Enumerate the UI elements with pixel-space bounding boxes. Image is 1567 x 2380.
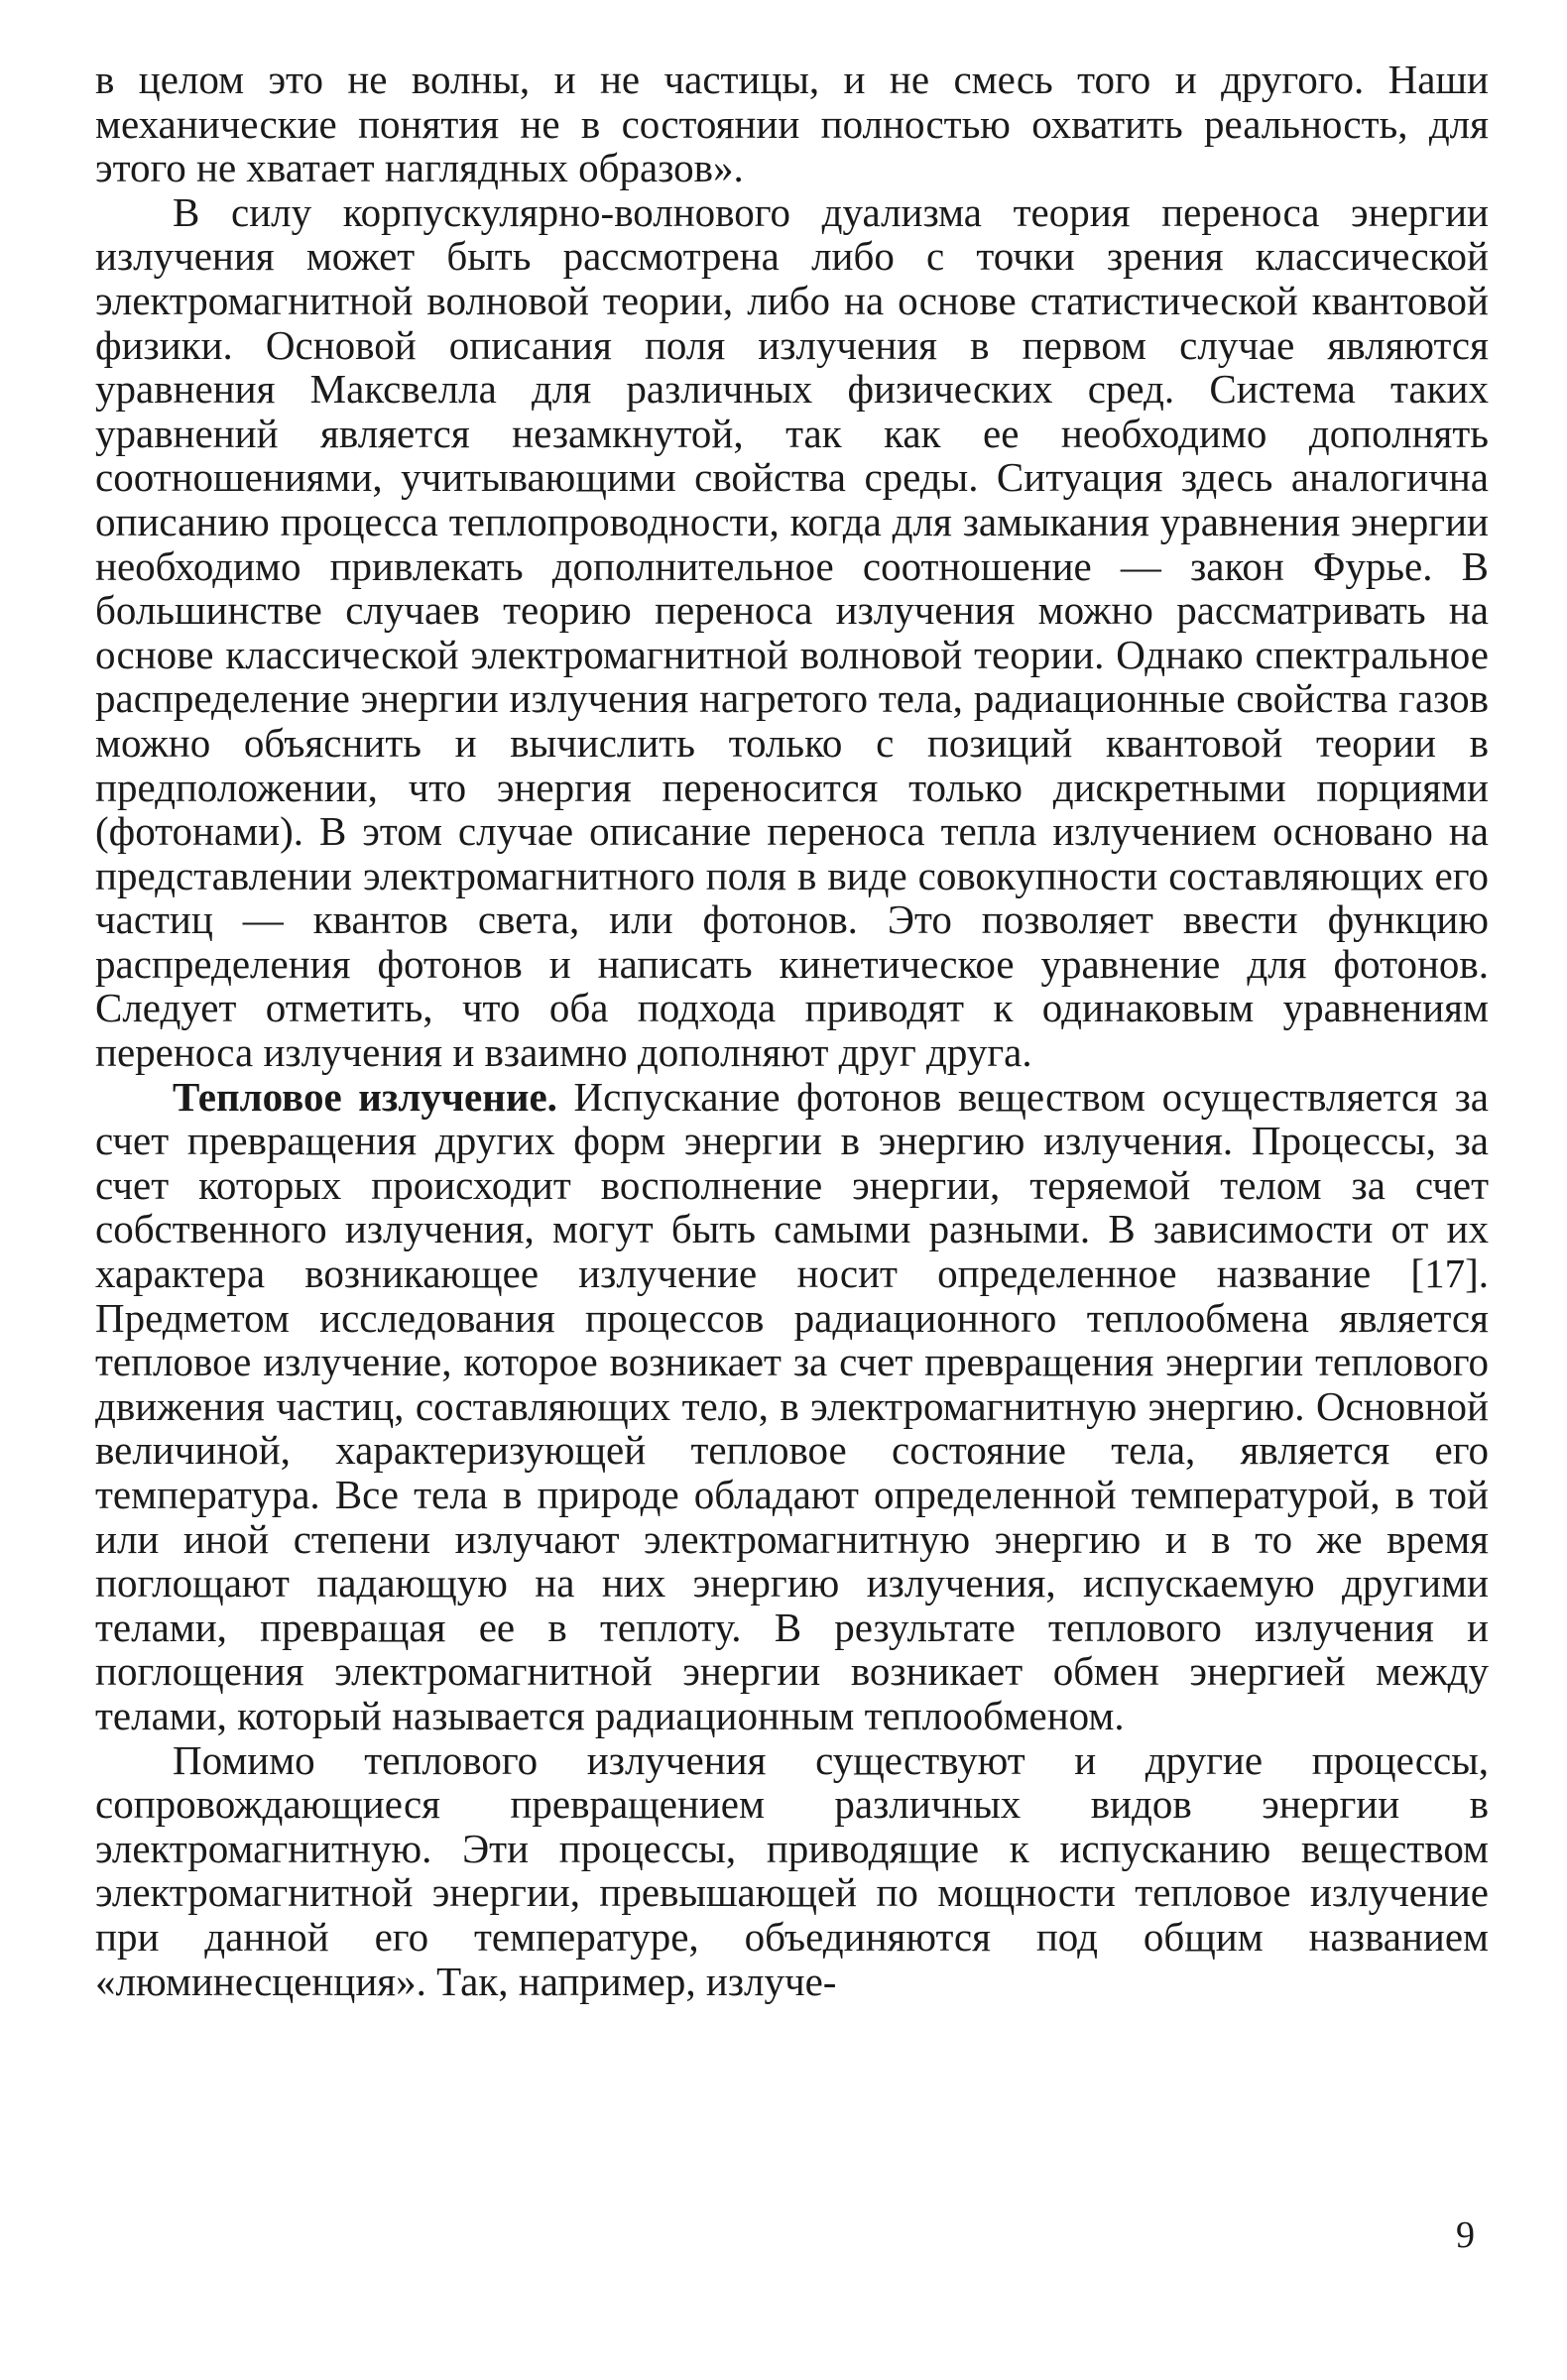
page-number: 9 — [1456, 2214, 1475, 2256]
paragraph-wave-particle-duality: В силу корпускулярно-волнового дуализма теория переноса энергии излучения может быть рассмотрена либо с точки зрения классической электромагнитной волновой теории, либо на основе статистической квантовой физики. Основой описания поля излучения в первом случае являются уравнения Максвелла для различных физических сред. Система таких уравнений является незамкнутой, так как ее необходимо дополнять соотношениями, учитывающими свойства среды. Ситуация здесь аналогична описанию процесса теплопроводности, когда для замыкания уравнения энергии необходимо привлекать дополнительное соотношение — закон Фурье. В большинстве случаев теорию переноса излучения можно рассматривать на основе классической электромагнитной волновой теории. Однако спектральное распределение энергии излучения нагретого тела, радиационные свойства газов можно объяснить и вычислить только с позиций квантовой теории в предположении, что энергия переносится только дискретными порциями (фотонами). В этом случае описание переноса тепла излучением основано на представлении электромагнитного поля в виде совокупности составляющих его частиц — квантов света, или фотонов. Это позволяет ввести функцию распределения фотонов и написать кинетическое уравнение для фотонов. Следует отметить, что оба подхода приводят к одинаковым уравнениям переноса излучения и взаимно дополняют друг друга. — [95, 188, 1489, 1076]
run-in-heading: Тепловое излучение. — [173, 1073, 557, 1120]
paragraph-continuation: в целом это не волны, и не частицы, и не смесь того и другого. Наши механические понятия не в состоянии полностью охватить реальность, для этого не хватает наглядных образов». — [95, 57, 1489, 191]
paragraph-luminescence: Помимо теплового излучения существуют и другие процессы, сопровождающиеся превращением различных видов энергии в электромагнитную. Эти процессы, приводящие к испусканию веществом электромагнитной энергии, превышающей по мощности тепловое излучение при данной его температуре, объединяются под общим названием «люминесценция». Так, например, излуче- — [95, 1736, 1489, 2004]
paragraph-thermal-radiation — [95, 1075, 1489, 1738]
paragraph-thermal-radiation-body: Испускание фотонов веществом осуществляется за счет превращения других форм энергии в энергию излучения. Процессы, за счет которых происходит восполнение энергии, теряемой телом за счет собственного излучения, могут быть самыми разными. В зависимости от их характера возникающее излучение носит определенное название [17]. Предметом исследования процессов радиационного теплообмена является тепловое излучение, которое возникает за счет превращения энергии теплового движения частиц, составляющих тело, в электромагнитную энергию. Основной величиной, характеризующей тепловое состояние тела, является его температура. Все тела в природе обладают определенной температурой, в той или иной степени излучают электромагнитную энергию и в то же время поглощают падающую на них энергию излучения, испускаемую другими телами, превращая ее в теплоту. В результате теплового излучения и поглощения электромагнитной энергии возникает обмен энергией между телами, который называется радиационным теплообменом. — [95, 1073, 1489, 1738]
book-page — [95, 58, 1489, 2358]
